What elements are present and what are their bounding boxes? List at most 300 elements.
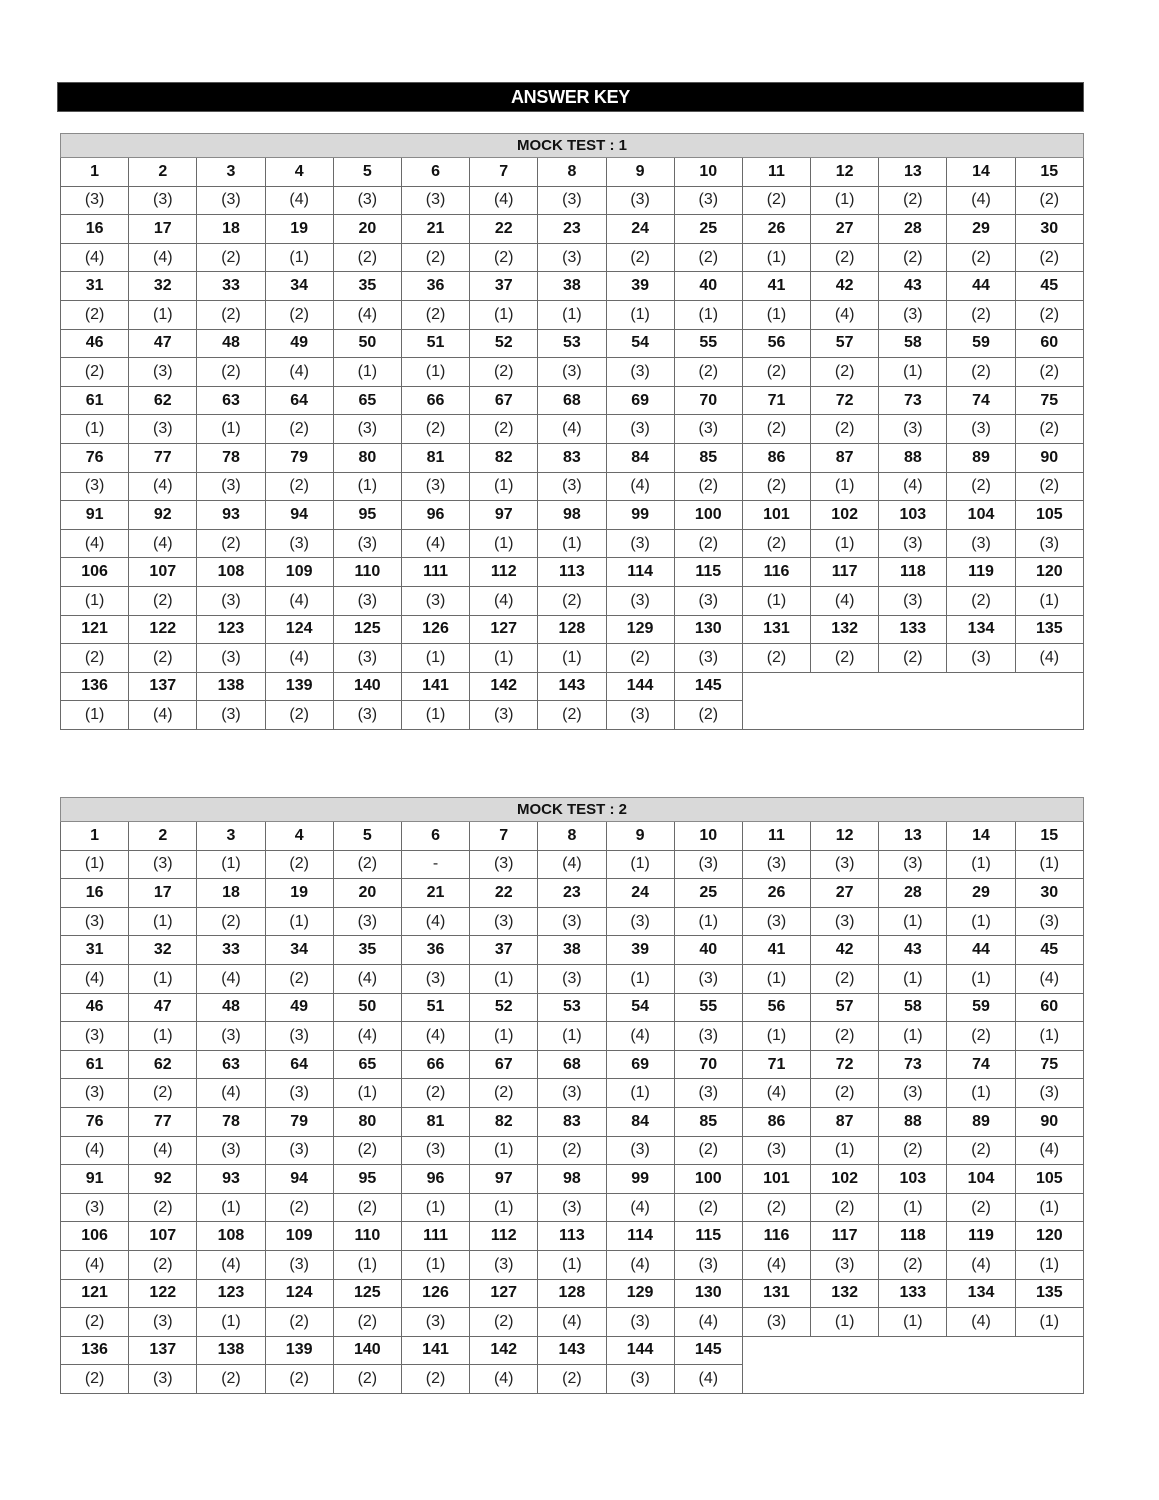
question-number: 141 — [401, 672, 469, 701]
question-number: 16 — [61, 215, 129, 244]
question-number: 9 — [606, 158, 674, 187]
question-number: 7 — [470, 822, 538, 851]
answer-cell: (3) — [538, 1079, 606, 1108]
question-number: 93 — [197, 1165, 265, 1194]
answer-cell: (3) — [129, 186, 197, 215]
answer-cell: (4) — [61, 529, 129, 558]
question-number: 109 — [265, 558, 333, 587]
question-number: 106 — [61, 1222, 129, 1251]
answer-cell: (3) — [401, 586, 469, 615]
question-number: 20 — [333, 215, 401, 244]
question-number: 124 — [265, 1279, 333, 1308]
answer-cell: (3) — [265, 1250, 333, 1279]
answer-cell: (3) — [265, 1079, 333, 1108]
answer-cell: (1) — [333, 358, 401, 387]
answer-cell: (4) — [197, 1250, 265, 1279]
question-number: 60 — [1015, 329, 1083, 358]
question-number: 50 — [333, 329, 401, 358]
answer-cell: (2) — [538, 586, 606, 615]
answer-row — [61, 529, 1084, 558]
question-number: 103 — [879, 1165, 947, 1194]
answer-cell: (1) — [265, 243, 333, 272]
answer-cell: (2) — [742, 186, 810, 215]
answer-cell: (1) — [879, 1193, 947, 1222]
answer-cell: (1) — [742, 964, 810, 993]
question-number: 114 — [606, 1222, 674, 1251]
question-number: 55 — [674, 329, 742, 358]
answer-cell: (4) — [265, 358, 333, 387]
answer-cell: (1) — [129, 964, 197, 993]
answer-cell: (3) — [538, 186, 606, 215]
question-number: 140 — [333, 1336, 401, 1365]
question-number: 83 — [538, 443, 606, 472]
answer-cell: (3) — [129, 850, 197, 879]
question-number: 81 — [401, 443, 469, 472]
question-number-row — [61, 501, 1084, 530]
answer-cell: (3) — [674, 186, 742, 215]
empty-cell — [742, 672, 1083, 729]
mock-test-1-table — [60, 133, 1084, 730]
answer-cell: (2) — [129, 586, 197, 615]
answer-cell: (3) — [401, 1136, 469, 1165]
answer-cell: (1) — [879, 964, 947, 993]
question-number: 122 — [129, 615, 197, 644]
question-number: 18 — [197, 879, 265, 908]
answer-cell: (1) — [265, 907, 333, 936]
answer-cell: (2) — [61, 300, 129, 329]
answer-cell: (2) — [1015, 358, 1083, 387]
question-number: 99 — [606, 1165, 674, 1194]
answer-cell: (3) — [333, 529, 401, 558]
question-number: 130 — [674, 615, 742, 644]
answer-cell: (1) — [879, 1022, 947, 1051]
question-number: 3 — [197, 822, 265, 851]
answer-cell: (4) — [401, 529, 469, 558]
answer-cell: (2) — [197, 529, 265, 558]
question-number: 139 — [265, 672, 333, 701]
question-number: 37 — [470, 936, 538, 965]
question-number: 98 — [538, 1165, 606, 1194]
answer-cell: (3) — [401, 1308, 469, 1337]
answer-cell: (2) — [265, 1365, 333, 1394]
answer-cell: (3) — [606, 415, 674, 444]
question-number: 103 — [879, 501, 947, 530]
answer-cell: (3) — [606, 358, 674, 387]
question-number: 138 — [197, 672, 265, 701]
answer-cell: (2) — [811, 1193, 879, 1222]
answer-row — [61, 358, 1084, 387]
question-number: 79 — [265, 1107, 333, 1136]
answer-row — [61, 1136, 1084, 1165]
question-number: 89 — [947, 443, 1015, 472]
question-number: 92 — [129, 1165, 197, 1194]
answer-row — [61, 907, 1084, 936]
answer-row — [61, 1193, 1084, 1222]
question-number-row — [61, 615, 1084, 644]
question-number: 42 — [811, 936, 879, 965]
question-number: 130 — [674, 1279, 742, 1308]
question-number: 66 — [401, 1050, 469, 1079]
question-number: 118 — [879, 1222, 947, 1251]
question-number: 54 — [606, 329, 674, 358]
answer-cell: (3) — [197, 586, 265, 615]
answer-cell: (4) — [470, 186, 538, 215]
question-number: 17 — [129, 879, 197, 908]
question-number: 59 — [947, 993, 1015, 1022]
answer-cell: (4) — [811, 586, 879, 615]
answer-cell: (2) — [947, 586, 1015, 615]
answer-cell: (1) — [947, 1079, 1015, 1108]
answer-cell: (1) — [1015, 850, 1083, 879]
answer-cell: (2) — [265, 1308, 333, 1337]
answer-cell: (1) — [538, 644, 606, 673]
test-title: MOCK TEST : 2 — [61, 798, 1084, 822]
question-number: 55 — [674, 993, 742, 1022]
question-number-row — [61, 1222, 1084, 1251]
question-number: 68 — [538, 386, 606, 415]
question-number-row — [61, 1165, 1084, 1194]
question-number: 129 — [606, 615, 674, 644]
question-number: 113 — [538, 1222, 606, 1251]
answer-cell: (3) — [538, 964, 606, 993]
answer-cell: (2) — [265, 472, 333, 501]
answer-cell: (2) — [129, 1079, 197, 1108]
answer-cell: (3) — [674, 644, 742, 673]
answer-cell: (2) — [333, 1308, 401, 1337]
answer-cell: (2) — [129, 644, 197, 673]
question-number: 84 — [606, 1107, 674, 1136]
answer-cell: (4) — [129, 243, 197, 272]
question-number-row — [61, 672, 1084, 701]
answer-cell: (4) — [879, 472, 947, 501]
question-number: 80 — [333, 1107, 401, 1136]
answer-cell: (3) — [879, 415, 947, 444]
answer-cell: (3) — [811, 907, 879, 936]
question-number: 132 — [811, 615, 879, 644]
question-number: 119 — [947, 1222, 1015, 1251]
answer-cell: (3) — [197, 644, 265, 673]
question-number: 9 — [606, 822, 674, 851]
answer-cell: (1) — [811, 186, 879, 215]
question-number: 30 — [1015, 879, 1083, 908]
answer-cell: (1) — [470, 1193, 538, 1222]
question-number: 142 — [470, 672, 538, 701]
answer-cell: (2) — [947, 243, 1015, 272]
question-number: 99 — [606, 501, 674, 530]
answer-cell: (2) — [811, 358, 879, 387]
question-number: 135 — [1015, 615, 1083, 644]
question-number: 70 — [674, 1050, 742, 1079]
question-number: 21 — [401, 215, 469, 244]
answer-cell: (1) — [129, 907, 197, 936]
question-number: 41 — [742, 936, 810, 965]
mock-test-2-table — [60, 797, 1084, 1394]
question-number: 135 — [1015, 1279, 1083, 1308]
answer-cell: (4) — [470, 1365, 538, 1394]
question-number: 11 — [742, 822, 810, 851]
answer-cell: (3) — [333, 186, 401, 215]
question-number: 64 — [265, 1050, 333, 1079]
answer-cell: (3) — [470, 701, 538, 730]
answer-cell: (3) — [742, 850, 810, 879]
answer-cell: (1) — [470, 1022, 538, 1051]
question-number: 69 — [606, 1050, 674, 1079]
question-number: 8 — [538, 822, 606, 851]
answer-cell: (2) — [947, 300, 1015, 329]
question-number: 132 — [811, 1279, 879, 1308]
answer-cell: (4) — [742, 1079, 810, 1108]
question-number: 120 — [1015, 558, 1083, 587]
answer-cell: (1) — [879, 907, 947, 936]
answer-cell: (3) — [947, 529, 1015, 558]
answer-cell: (2) — [742, 415, 810, 444]
answer-cell: (1) — [197, 850, 265, 879]
answer-cell: (3) — [606, 1136, 674, 1165]
answer-cell: (2) — [947, 472, 1015, 501]
question-number: 138 — [197, 1336, 265, 1365]
question-number: 24 — [606, 215, 674, 244]
answer-cell: (3) — [197, 186, 265, 215]
answer-row — [61, 300, 1084, 329]
question-number: 19 — [265, 215, 333, 244]
question-number: 128 — [538, 615, 606, 644]
question-number: 14 — [947, 158, 1015, 187]
question-number: 97 — [470, 1165, 538, 1194]
answer-row — [61, 850, 1084, 879]
answer-cell: (3) — [674, 1250, 742, 1279]
question-number: 44 — [947, 272, 1015, 301]
answer-cell: (2) — [1015, 243, 1083, 272]
answer-cell: (1) — [333, 1079, 401, 1108]
answer-cell: (4) — [606, 472, 674, 501]
question-number: 15 — [1015, 158, 1083, 187]
question-number: 47 — [129, 329, 197, 358]
answer-cell: (4) — [61, 964, 129, 993]
answer-row — [61, 472, 1084, 501]
question-number: 120 — [1015, 1222, 1083, 1251]
answer-cell: (2) — [674, 243, 742, 272]
answer-cell: (4) — [674, 1365, 742, 1394]
answer-cell: (1) — [811, 472, 879, 501]
question-number: 102 — [811, 501, 879, 530]
answer-cell: (1) — [742, 300, 810, 329]
answer-cell: (2) — [606, 243, 674, 272]
answer-cell: (3) — [265, 1136, 333, 1165]
answer-cell: (3) — [129, 415, 197, 444]
answer-cell: (3) — [129, 358, 197, 387]
answer-cell: (4) — [129, 472, 197, 501]
answer-cell: - — [401, 850, 469, 879]
answer-row — [61, 964, 1084, 993]
answer-cell: (2) — [674, 1193, 742, 1222]
question-number: 8 — [538, 158, 606, 187]
answer-row — [61, 644, 1084, 673]
question-number: 72 — [811, 386, 879, 415]
question-number: 119 — [947, 558, 1015, 587]
answer-cell: (3) — [879, 586, 947, 615]
question-number: 134 — [947, 1279, 1015, 1308]
answer-cell: (4) — [947, 186, 1015, 215]
answer-cell: (4) — [947, 1308, 1015, 1337]
answer-cell: (2) — [401, 415, 469, 444]
answer-cell: (3) — [879, 850, 947, 879]
question-number: 18 — [197, 215, 265, 244]
answer-cell: (1) — [606, 850, 674, 879]
question-number: 32 — [129, 936, 197, 965]
question-number: 101 — [742, 1165, 810, 1194]
answer-cell: (2) — [606, 644, 674, 673]
answer-cell: (3) — [61, 186, 129, 215]
answer-cell: (2) — [811, 243, 879, 272]
test-title: MOCK TEST : 1 — [61, 134, 1084, 158]
question-number-row — [61, 822, 1084, 851]
answer-cell: (2) — [265, 964, 333, 993]
question-number: 53 — [538, 993, 606, 1022]
question-number: 39 — [606, 272, 674, 301]
question-number: 136 — [61, 672, 129, 701]
question-number: 28 — [879, 215, 947, 244]
question-number: 51 — [401, 329, 469, 358]
question-number: 73 — [879, 1050, 947, 1079]
answer-cell: (2) — [61, 644, 129, 673]
answer-cell: (1) — [674, 300, 742, 329]
question-number-row — [61, 993, 1084, 1022]
question-number: 112 — [470, 1222, 538, 1251]
question-number: 131 — [742, 615, 810, 644]
answer-cell: (4) — [1015, 964, 1083, 993]
question-number: 33 — [197, 272, 265, 301]
question-number: 93 — [197, 501, 265, 530]
answer-cell: (3) — [1015, 907, 1083, 936]
answer-cell: (2) — [265, 850, 333, 879]
question-number: 4 — [265, 158, 333, 187]
answer-cell: (2) — [742, 644, 810, 673]
question-number: 115 — [674, 1222, 742, 1251]
question-number: 71 — [742, 1050, 810, 1079]
question-number: 27 — [811, 215, 879, 244]
question-number: 48 — [197, 993, 265, 1022]
question-number-row — [61, 158, 1084, 187]
question-number: 24 — [606, 879, 674, 908]
answer-cell: (4) — [947, 1250, 1015, 1279]
question-number: 111 — [401, 1222, 469, 1251]
answer-cell: (3) — [606, 701, 674, 730]
answer-cell: (1) — [1015, 1250, 1083, 1279]
answer-cell: (3) — [674, 1022, 742, 1051]
question-number: 20 — [333, 879, 401, 908]
question-number: 80 — [333, 443, 401, 472]
question-number: 50 — [333, 993, 401, 1022]
answer-cell: (3) — [61, 907, 129, 936]
answer-cell: (2) — [197, 243, 265, 272]
question-number: 56 — [742, 329, 810, 358]
question-number: 114 — [606, 558, 674, 587]
answer-cell: (3) — [265, 1022, 333, 1051]
answer-cell: (2) — [265, 300, 333, 329]
answer-cell: (2) — [470, 1308, 538, 1337]
answer-cell: (3) — [879, 1079, 947, 1108]
answer-cell: (2) — [811, 1079, 879, 1108]
answer-cell: (4) — [265, 644, 333, 673]
answer-cell: (3) — [606, 586, 674, 615]
answer-cell: (3) — [1015, 1079, 1083, 1108]
answer-cell: (2) — [197, 358, 265, 387]
question-number: 100 — [674, 1165, 742, 1194]
question-number-row — [61, 1107, 1084, 1136]
question-number: 28 — [879, 879, 947, 908]
answer-cell: (1) — [470, 1136, 538, 1165]
answer-cell: (3) — [333, 586, 401, 615]
question-number: 1 — [61, 158, 129, 187]
question-number: 104 — [947, 1165, 1015, 1194]
question-number: 89 — [947, 1107, 1015, 1136]
question-number: 45 — [1015, 936, 1083, 965]
question-number: 102 — [811, 1165, 879, 1194]
question-number: 40 — [674, 272, 742, 301]
question-number: 74 — [947, 1050, 1015, 1079]
answer-cell: (2) — [879, 1136, 947, 1165]
question-number: 63 — [197, 386, 265, 415]
question-number: 25 — [674, 879, 742, 908]
question-number: 29 — [947, 215, 1015, 244]
question-number: 13 — [879, 822, 947, 851]
answer-cell: (1) — [61, 586, 129, 615]
question-number: 66 — [401, 386, 469, 415]
question-number: 26 — [742, 879, 810, 908]
question-number: 143 — [538, 1336, 606, 1365]
question-number: 13 — [879, 158, 947, 187]
question-number: 69 — [606, 386, 674, 415]
question-number: 82 — [470, 443, 538, 472]
question-number: 88 — [879, 443, 947, 472]
answer-cell: (1) — [811, 1136, 879, 1165]
question-number: 29 — [947, 879, 1015, 908]
answer-cell: (1) — [947, 850, 1015, 879]
question-number: 12 — [811, 158, 879, 187]
answer-cell: (1) — [1015, 586, 1083, 615]
question-number: 2 — [129, 822, 197, 851]
question-number: 117 — [811, 558, 879, 587]
question-number-row — [61, 879, 1084, 908]
question-number: 107 — [129, 558, 197, 587]
question-number: 127 — [470, 615, 538, 644]
question-number: 90 — [1015, 443, 1083, 472]
answer-cell: (1) — [333, 472, 401, 501]
answer-cell: (4) — [606, 1250, 674, 1279]
question-number: 112 — [470, 558, 538, 587]
answer-cell: (1) — [742, 586, 810, 615]
answer-cell: (3) — [538, 243, 606, 272]
question-number: 71 — [742, 386, 810, 415]
question-number: 97 — [470, 501, 538, 530]
answer-cell: (3) — [333, 907, 401, 936]
answer-cell: (3) — [333, 644, 401, 673]
question-number: 110 — [333, 1222, 401, 1251]
question-number: 127 — [470, 1279, 538, 1308]
question-number: 67 — [470, 1050, 538, 1079]
answer-cell: (1) — [129, 300, 197, 329]
question-number: 61 — [61, 386, 129, 415]
answer-row — [61, 586, 1084, 615]
question-number: 15 — [1015, 822, 1083, 851]
question-number: 1 — [61, 822, 129, 851]
question-number: 85 — [674, 1107, 742, 1136]
question-number: 49 — [265, 329, 333, 358]
answer-cell: (2) — [1015, 186, 1083, 215]
question-number: 77 — [129, 1107, 197, 1136]
question-number-row — [61, 443, 1084, 472]
answer-cell: (1) — [401, 358, 469, 387]
